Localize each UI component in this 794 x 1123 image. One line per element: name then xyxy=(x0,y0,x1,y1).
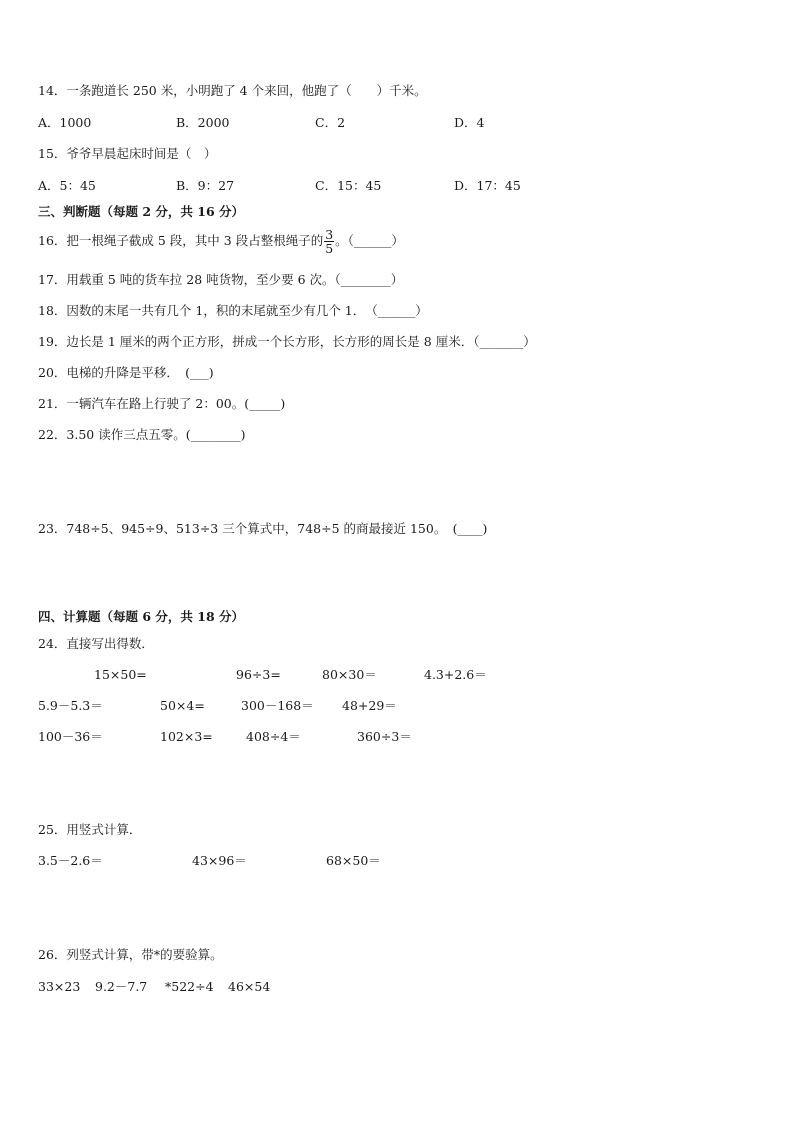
question-17: 17．用载重 5 吨的货车拉 28 吨货物，至少要 6 次。（________） xyxy=(38,272,404,287)
vertical-calc-item: 3.5－2.6＝ xyxy=(38,853,103,868)
option-14-c: C．2 xyxy=(315,115,346,130)
vertical-calc-item: 46×54 xyxy=(228,979,271,994)
section-4-title: 四、计算题（每题 6 分，共 18 分） xyxy=(38,609,245,624)
question-26: 26．列竖式计算，带*的要验算。 xyxy=(38,947,223,962)
section-3-title: 三、判断题（每题 2 分，共 16 分） xyxy=(38,204,245,219)
calc-item: 48+29＝ xyxy=(342,698,397,713)
option-15-a: A．5：45 xyxy=(38,178,96,193)
vertical-calc-item: 9.2－7.7 xyxy=(95,979,148,994)
calc-item: 96÷3= xyxy=(236,667,281,682)
calc-item: 300－168＝ xyxy=(241,698,314,713)
calc-item: 408÷4＝ xyxy=(246,729,301,744)
fraction-numerator: 3 xyxy=(325,227,334,242)
calc-item: 360÷3＝ xyxy=(357,729,412,744)
vertical-calc-item: 33×23 xyxy=(38,979,81,994)
option-15-d: D．17：45 xyxy=(454,178,521,193)
vertical-calc-item: *522÷4 xyxy=(165,979,214,994)
vertical-calc-item: 68×50＝ xyxy=(326,853,381,868)
option-14-d: D．4 xyxy=(454,115,485,130)
calc-item: 4.3+2.6＝ xyxy=(424,667,487,682)
question-21: 21．一辆汽车在路上行驶了 2：00。(_____) xyxy=(38,396,286,411)
option-14-b: B．2000 xyxy=(176,115,230,130)
question-16-text: 16．把一根绳子截成 5 段，其中 3 段占整根绳子的 xyxy=(38,233,324,248)
calc-item: 100－36＝ xyxy=(38,729,103,744)
fraction-denominator: 5 xyxy=(325,241,334,256)
question-18: 18．因数的末尾一共有几个 1，积的末尾就至少有几个 1． （______） xyxy=(38,303,428,318)
question-14: 14．一条跑道长 250 米，小明跑了 4 个来回，他跑了（ ）千米。 xyxy=(38,83,427,98)
question-20: 20．电梯的升降是平移． (___) xyxy=(38,365,214,380)
vertical-calc-item: 43×96＝ xyxy=(192,853,247,868)
question-22: 22．3.50 读作三点五零。(________) xyxy=(38,427,246,442)
calc-item: 5.9－5.3＝ xyxy=(38,698,103,713)
question-19: 19．边长是 1 厘米的两个正方形，拼成一个长方形，长方形的周长是 8 厘米．（_______） xyxy=(38,334,536,349)
calc-item: 80×30＝ xyxy=(322,667,377,682)
calc-item: 50×4= xyxy=(160,698,205,713)
option-15-b: B．9：27 xyxy=(176,178,235,193)
question-15: 15．爷爷早晨起床时间是（ ） xyxy=(38,146,217,161)
calc-item: 15×50= xyxy=(94,667,147,682)
question-24: 24．直接写出得数． xyxy=(38,636,154,651)
option-14-a: A．1000 xyxy=(38,115,92,130)
question-23: 23．748÷5、945÷9、513÷3 三个算式中，748÷5 的商最接近 150。 (____) xyxy=(38,521,488,536)
question-25: 25．用竖式计算． xyxy=(38,822,142,837)
question-16-blank: 。（______） xyxy=(335,233,404,248)
fraction-three-fifths xyxy=(324,228,334,255)
calc-item: 102×3= xyxy=(160,729,213,744)
option-15-c: C．15：45 xyxy=(315,178,382,193)
question-16 xyxy=(38,226,404,256)
